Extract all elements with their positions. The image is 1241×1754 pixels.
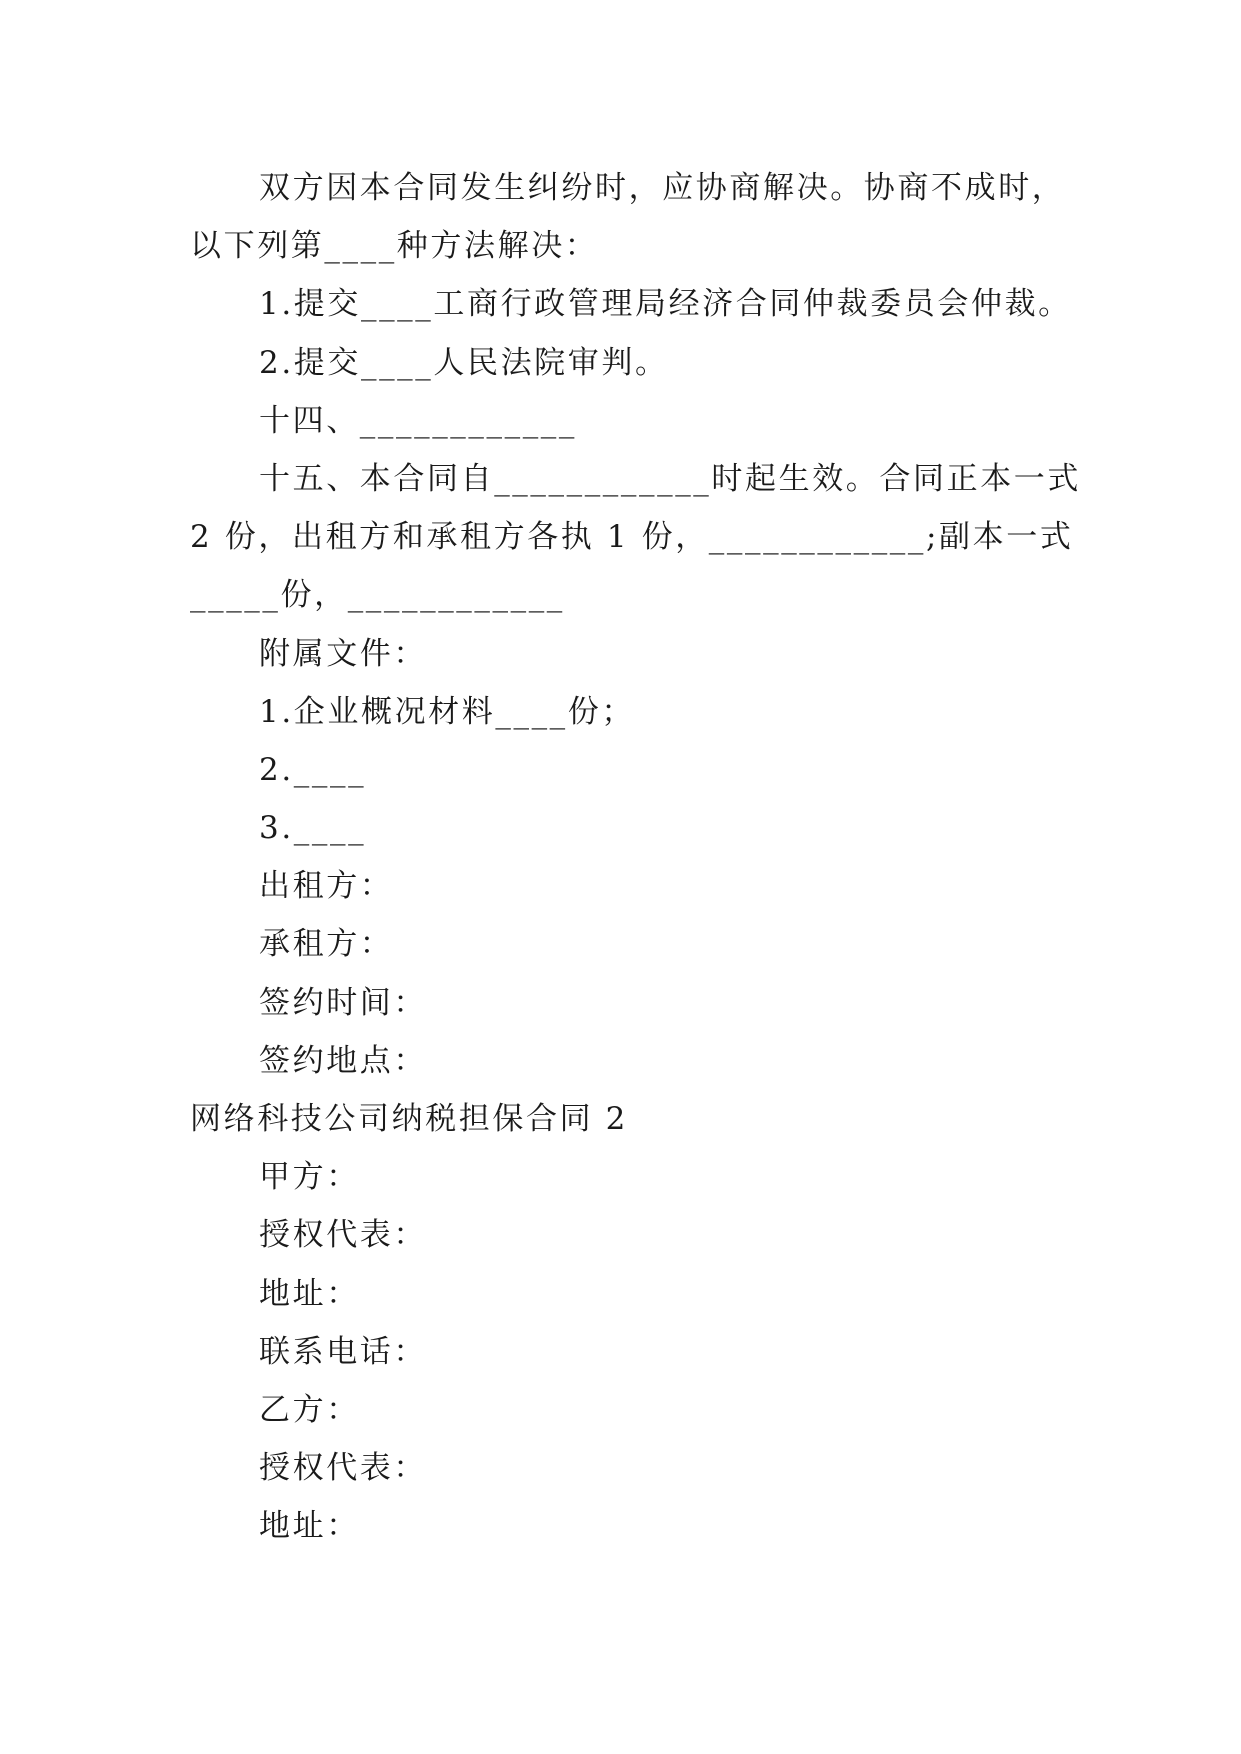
party-a-label: 甲方： (259, 1159, 360, 1196)
signature-place: 签约地点： (259, 1042, 427, 1079)
dispute-paragraph-line-2: 以下列第____种方法解决： (190, 228, 599, 265)
dispute-option-court: 2.提交____人民法院审判。 (259, 344, 669, 381)
signature-date: 签约时间： (259, 984, 427, 1021)
dispute-option-arbitration: 1.提交____工商行政管理局经济合同仲裁委员会仲裁。 (259, 286, 1072, 323)
attachment-item-1: 1.企业概况材料____份； (259, 693, 635, 730)
signature-lessee: 承租方： (259, 926, 394, 963)
clause-14: 十四、____________ (259, 402, 577, 439)
attachments-heading: 附属文件： (259, 635, 427, 672)
clause-15-line-1: 十五、本合同自____________时起生效。合同正本一式 (259, 460, 1081, 497)
party-a-address: 地址： (259, 1275, 360, 1312)
signature-lessor: 出租方： (259, 868, 394, 905)
party-a-representative: 授权代表： (259, 1217, 427, 1254)
dispute-paragraph-line-1: 双方因本合同发生纠纷时，应协商解决。协商不成时， (259, 170, 1066, 206)
contract-2-title: 网络科技公司纳税担保合同 2 (190, 1101, 628, 1137)
document-body (190, 159, 1090, 1556)
party-a-phone: 联系电话： (259, 1333, 427, 1370)
party-b-representative: 授权代表： (259, 1450, 427, 1487)
clause-15-line-3: _____份，____________ (190, 577, 565, 614)
attachment-item-2: 2.____ (259, 751, 367, 788)
attachment-item-3: 3.____ (259, 810, 367, 847)
party-b-address: 地址： (259, 1508, 360, 1545)
party-b-label: 乙方： (259, 1391, 360, 1428)
clause-15-line-2: 2 份，出租方和承租方各执 1 份，____________;副本一式 (190, 519, 1074, 556)
